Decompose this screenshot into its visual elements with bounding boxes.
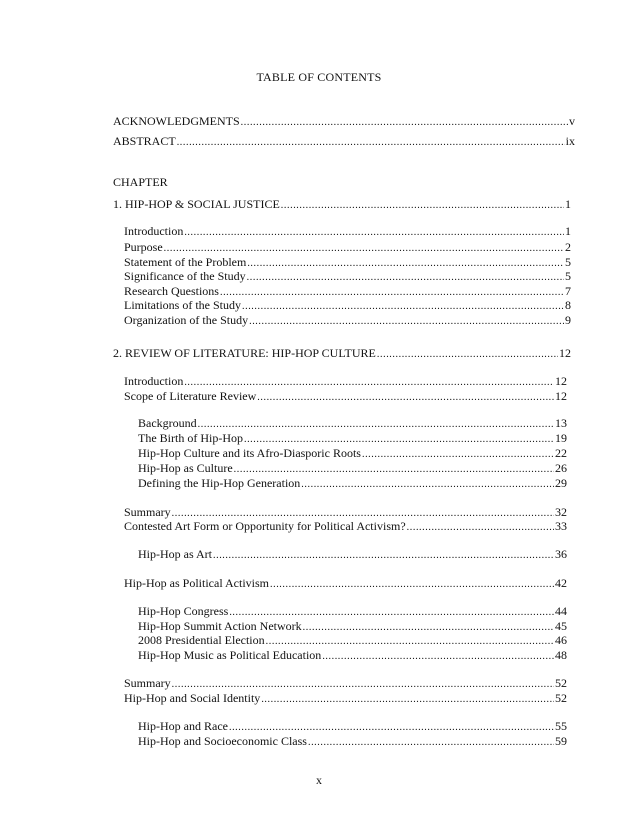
toc-chapter-2[interactable] [113,346,571,362]
toc-entry-page: 2 [565,240,571,254]
toc-entry-page: 59 [555,734,567,748]
toc-entry-label: Hip-Hop and Social Identity [124,691,261,705]
toc-entry-page: 33 [555,519,567,533]
toc-subsection-entry[interactable] [138,446,567,462]
toc-entry-label: Summary [124,676,171,690]
toc-subsection-entry[interactable] [138,461,567,477]
leader-dots [229,605,554,620]
toc-subsection-entry[interactable] [138,416,567,432]
leader-dots [281,198,564,213]
toc-entry-label: Hip-Hop Summit Action Network [138,619,302,633]
leader-dots [164,241,564,256]
toc-entry-label: Statement of the Problem [124,255,247,269]
toc-entry-label: ACKNOWLEDGMENTS [113,114,240,128]
toc-section-entry[interactable] [124,691,567,707]
toc-entry-page: 46 [555,633,567,647]
toc-entry-page: 42 [555,576,567,590]
chapter-heading: CHAPTER [113,175,168,189]
toc-entry-label: Introduction [124,224,184,238]
toc-entry-page: 22 [555,446,567,460]
leader-dots [377,347,558,362]
toc-section-entry[interactable] [124,269,571,285]
toc-entry-label: Significance of the Study [124,269,246,283]
toc-section-entry[interactable] [124,576,567,592]
toc-section-entry[interactable] [124,374,567,390]
leader-dots [177,135,565,150]
leader-dots [244,432,554,447]
toc-entry-page: 5 [565,255,571,269]
toc-section-entry[interactable] [124,313,571,329]
toc-entry-page: 52 [555,691,567,705]
toc-subsection-entry[interactable] [138,734,567,750]
toc-section-entry[interactable] [124,240,571,256]
toc-entry-page: 7 [565,284,571,298]
toc-entry-page: 55 [555,719,567,733]
toc-entry-label: Introduction [124,374,184,388]
toc-subsection-entry[interactable] [138,476,567,492]
leader-dots [257,390,554,405]
toc-entry-label: Background [138,416,197,430]
toc-entry-label: Hip-Hop as Culture [138,461,233,475]
leader-dots [241,115,568,130]
toc-section-entry[interactable] [124,224,571,240]
leader-dots [301,477,554,492]
toc-entry-page: 12 [555,374,567,388]
leader-dots [247,270,564,285]
toc-entry-page: 52 [555,676,567,690]
leader-dots [249,314,564,329]
toc-entry-label: Contested Art Form or Opportunity for Political Activism? [124,519,406,533]
leader-dots [266,634,554,649]
toc-entry-label: 2. REVIEW OF LITERATURE: HIP-HOP CULTURE [113,346,376,360]
toc-entry-label: 1. HIP-HOP & SOCIAL JUSTICE [113,197,280,211]
leader-dots [198,417,554,432]
toc-entry-page: 44 [555,604,567,618]
leader-dots [234,462,554,477]
leader-dots [407,520,554,535]
toc-subsection-entry[interactable] [138,547,567,563]
leader-dots [261,692,554,707]
toc-entry-label: ABSTRACT [113,134,176,148]
toc-entry-label: Research Questions [124,284,219,298]
leader-dots [270,577,554,592]
toc-subsection-entry[interactable] [138,604,567,620]
leader-dots [229,720,554,735]
toc-entry-page: 9 [565,313,571,327]
leader-dots [172,677,554,692]
toc-entry-page: 19 [555,431,567,445]
toc-entry-label: Defining the Hip-Hop Generation [138,476,301,490]
toc-entry-page: ix [565,134,575,148]
toc-chapter-1[interactable] [113,197,571,213]
toc-entry-page: 45 [555,619,567,633]
toc-entry-label: Limitations of the Study [124,298,241,312]
toc-section-entry[interactable] [124,676,567,692]
toc-section-entry[interactable] [124,519,567,535]
toc-entry-page: 29 [555,476,567,490]
toc-entry-label: Summary [124,505,171,519]
toc-entry-acknowledgments[interactable] [113,114,575,130]
toc-entry-page: 36 [555,547,567,561]
leader-dots [213,548,554,563]
toc-entry-page: 12 [555,389,567,403]
toc-entry-label: Organization of the Study [124,313,249,327]
toc-entry-label: Hip-Hop and Socioeconomic Class [138,734,307,748]
page-title: TABLE OF CONTENTS [256,70,382,84]
toc-entry-page: 5 [565,269,571,283]
toc-subsection-entry[interactable] [138,633,567,649]
toc-subsection-entry[interactable] [138,431,567,447]
toc-entry-page: 12 [559,346,571,360]
toc-entry-page: 48 [555,648,567,662]
toc-entry-label: Hip-Hop Music as Political Education [138,648,322,662]
leader-dots [322,649,554,664]
leader-dots [184,225,564,240]
toc-entry-page: 26 [555,461,567,475]
toc-entry-label: The Birth of Hip-Hop [138,431,243,445]
toc-section-entry[interactable] [124,298,571,314]
toc-entry-label: Purpose [124,240,163,254]
toc-entry-page: 1 [565,197,571,211]
toc-entry-abstract[interactable] [113,134,575,150]
toc-entry-label: Hip-Hop Culture and its Afro-Diasporic Roots [138,446,361,460]
toc-entry-page: 1 [565,224,571,238]
toc-entry-label: Hip-Hop as Art [138,547,212,561]
toc-section-entry[interactable] [124,389,567,405]
toc-entry-page: 32 [555,505,567,519]
leader-dots [308,735,554,750]
toc-entry-page: 13 [555,416,567,430]
leader-dots [362,447,554,462]
leader-dots [184,375,554,390]
toc-entry-label: Hip-Hop and Race [138,719,228,733]
toc-subsection-entry[interactable] [138,719,567,735]
leader-dots [242,299,564,314]
toc-subsection-entry[interactable] [138,648,567,664]
toc-entry-page: 8 [565,298,571,312]
toc-entry-label: Hip-Hop as Political Activism [124,576,269,590]
toc-entry-label: Hip-Hop Congress [138,604,229,618]
toc-entry-page: v [569,114,575,128]
page-number: x [316,773,322,787]
toc-entry-label: Scope of Literature Review [124,389,257,403]
toc-entry-label: 2008 Presidential Election [138,633,265,647]
